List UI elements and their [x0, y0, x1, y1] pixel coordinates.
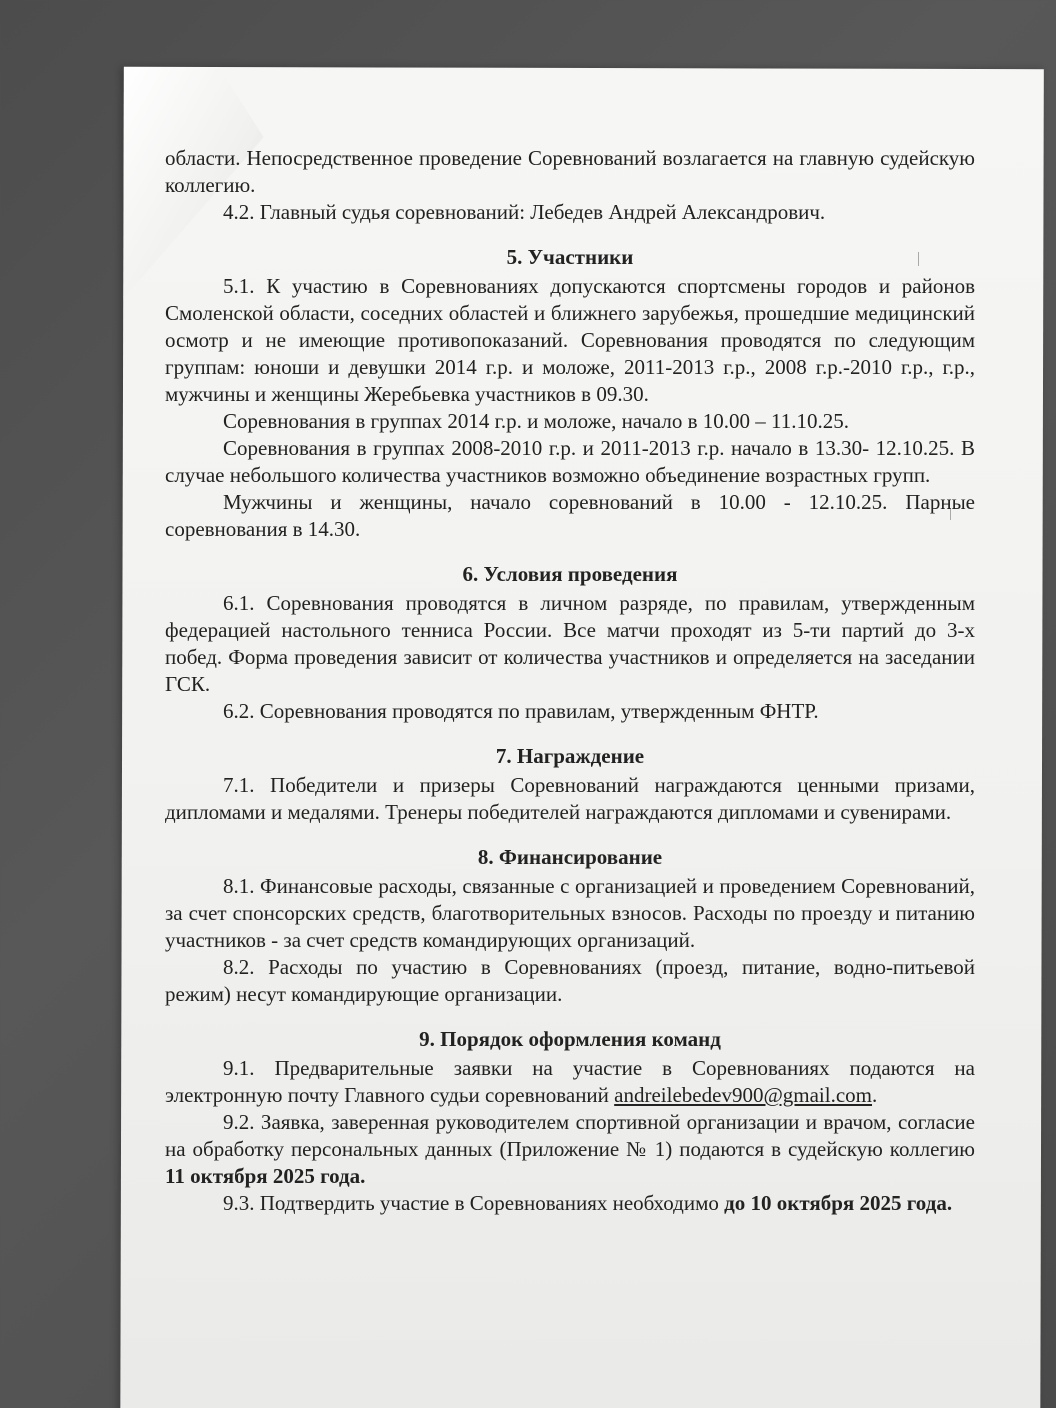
- heading-section-9: 9. Порядок оформления команд: [419, 1027, 721, 1051]
- clause-9-3: [165, 1190, 975, 1217]
- referee-email-link[interactable]: andreilebedev900@gmail.com: [614, 1083, 873, 1107]
- clause-9-1-end: .: [872, 1083, 878, 1107]
- clause-5-schedule-adults: Мужчины и женщины, начало соревнований в 10.00 - 12.10.25. Парные соревнования в 14.30.: [165, 490, 975, 541]
- heading-section-7: 7. Награждение: [495, 744, 645, 768]
- section-4-continuation: области. Непосредственное проведение Соревнований возлагается на главную судейскую коллегию.: [165, 146, 975, 197]
- clause-9-3-text: 9.3. Подтвердить участие в Соревнованиях необходимо: [223, 1191, 725, 1215]
- clause-9-3-deadline: до 10 октября 2025 года.: [724, 1191, 953, 1215]
- clause-5-1: 5.1. К участию в Соревнованиях допускаются спортсмены городов и районов Смоленской области, соседних областей и ближнего зарубежья, прошедшие медицинский осмотр и не имеющие противопоказаний. Соревнования проводятся по следующим группам: юноши и девушки 2014 г.р. и моложе, 2011-2013 г.р., 2008 г.р.-2010 г.р., г.р., мужчины и женщины Жеребьевка участников в 09.30.: [165, 274, 975, 406]
- clause-8-2: 8.2. Расходы по участию в Соревнованиях (проезд, питание, водно-питьевой режим) несут командирующие организации.: [165, 955, 975, 1006]
- clause-7-1: 7.1. Победители и призеры Соревнований награждаются ценными призами, дипломами и медалями. Тренеры победителей награждаются дипломами и сувенирами.: [165, 773, 975, 824]
- heading-section-5: 5. Участники: [506, 245, 634, 269]
- clause-9-2-deadline: 11 октября 2025 года.: [165, 1164, 366, 1188]
- clause-5-schedule-youth: Соревнования в группах 2008-2010 г.р. и 2011-2013 г.р. начало в 13.30- 12.10.25. В случае небольшого количества участников возможно объединение возрастных групп.: [165, 436, 975, 487]
- clause-5-schedule-junior: Соревнования в группах 2014 г.р. и моложе, начало в 10.00 – 11.10.25.: [223, 409, 850, 433]
- clause-6-2: 6.2. Соревнования проводятся по правилам, утвержденным ФНТР.: [223, 699, 819, 723]
- document-body: [165, 145, 975, 1217]
- heading-section-8: 8. Финансирование: [477, 845, 663, 869]
- heading-section-6: 6. Условия проведения: [462, 562, 678, 586]
- clause-6-1: 6.1. Соревнования проводятся в личном разряде, по правилам, утвержденным федерацией настольного тенниса России. Все матчи проходят из 5-ти партий до 3-х побед. Форма проведения зависит от количества участников и определяется на заседании ГСК.: [165, 591, 975, 696]
- clause-9-1-text: 9.1. Предварительные заявки на участие в Соревнованиях подаются на электронную почту Главного судьи соревнований: [165, 1056, 975, 1107]
- clause-9-1: [165, 1055, 975, 1109]
- clause-8-1: 8.1. Финансовые расходы, связанные с организацией и проведением Соревнований, за счет спонсорских средств, благотворительных взносов. Расходы по проезду и питанию участников - за счет средств командирующих организаций.: [165, 874, 975, 952]
- clause-4-2: 4.2. Главный судья соревнований: Лебедев Андрей Александрович.: [223, 200, 826, 224]
- clause-9-2-text: 9.2. Заявка, заверенная руководителем спортивной организации и врачом, согласие на обработку персональных данных (Приложение № 1) подаются в судейскую коллегию: [165, 1110, 975, 1161]
- clause-9-2: [165, 1109, 975, 1190]
